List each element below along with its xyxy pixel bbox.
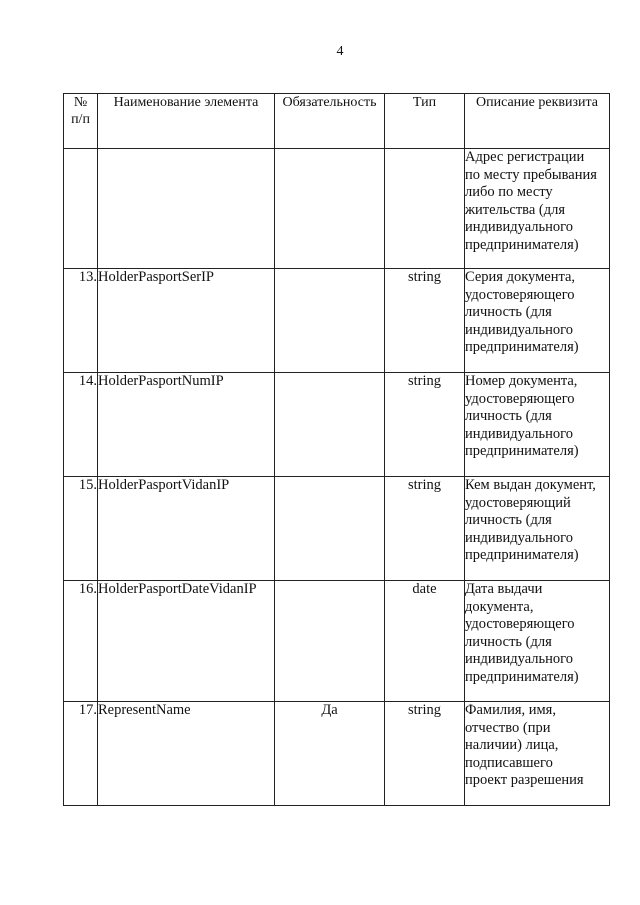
header-required: Обязательность bbox=[275, 94, 385, 149]
required-flag: Да bbox=[275, 702, 385, 806]
element-type: string bbox=[385, 477, 465, 581]
element-name: HolderPasportVidanIP bbox=[98, 477, 275, 581]
element-name: HolderPasportSerIP bbox=[98, 269, 275, 373]
table-row bbox=[64, 477, 610, 581]
element-name bbox=[98, 149, 275, 269]
row-number bbox=[64, 149, 98, 269]
page-number: 4 bbox=[336, 44, 344, 59]
element-name: HolderPasportDateVidanIP bbox=[98, 581, 275, 702]
table-row bbox=[64, 269, 610, 373]
table-row bbox=[64, 149, 610, 269]
element-description: Дата выдачи документа, удостоверяющего личность (для индивидуального предпринимателя) bbox=[465, 581, 610, 702]
element-name: HolderPasportNumIP bbox=[98, 373, 275, 477]
element-description: Серия документа, удостоверяющего личность (для индивидуального предпринимателя) bbox=[465, 269, 610, 373]
header-element-name: Наименование элемента bbox=[98, 94, 275, 149]
element-description: Кем выдан документ, удостоверяющий личность (для индивидуального предпринимателя) bbox=[465, 477, 610, 581]
row-number: 17. bbox=[64, 702, 98, 806]
header-number: № п/п bbox=[64, 94, 98, 149]
row-number: 16. bbox=[64, 581, 98, 702]
required-flag bbox=[275, 477, 385, 581]
requisites-table bbox=[63, 93, 610, 806]
table-row bbox=[64, 581, 610, 702]
required-flag bbox=[275, 149, 385, 269]
element-type: date bbox=[385, 581, 465, 702]
header-description: Описание реквизита bbox=[465, 94, 610, 149]
element-type bbox=[385, 149, 465, 269]
table-header-row bbox=[64, 94, 610, 149]
row-number: 15. bbox=[64, 477, 98, 581]
element-type: string bbox=[385, 702, 465, 806]
element-type: string bbox=[385, 269, 465, 373]
row-number: 14. bbox=[64, 373, 98, 477]
element-type: string bbox=[385, 373, 465, 477]
element-description: Фамилия, имя, отчество (при наличии) лица, подписавшего проект разрешения bbox=[465, 702, 610, 806]
element-description: Номер документа, удостоверяющего личность (для индивидуального предпринимателя) bbox=[465, 373, 610, 477]
required-flag bbox=[275, 269, 385, 373]
table-row bbox=[64, 702, 610, 806]
required-flag bbox=[275, 373, 385, 477]
element-name: RepresentName bbox=[98, 702, 275, 806]
element-description: Адрес регистрации по месту пребывания либо по месту жительства (для индивидуального предпринимателя) bbox=[465, 149, 610, 269]
required-flag bbox=[275, 581, 385, 702]
table-row bbox=[64, 373, 610, 477]
row-number: 13. bbox=[64, 269, 98, 373]
header-type: Тип bbox=[385, 94, 465, 149]
